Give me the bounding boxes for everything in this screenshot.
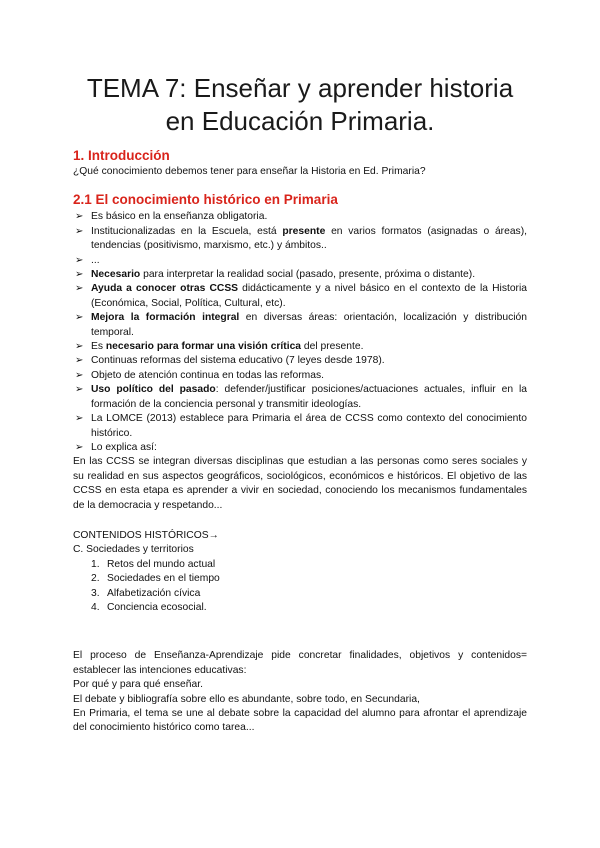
- contents-item-number: 2.: [91, 573, 100, 585]
- document-page: [73, 72, 527, 736]
- bullet-bold-text: necesario para formar una visión crítica: [105, 341, 302, 353]
- bullet-text: La LOMCE (2013) establece para Primaria el área de CCSS como contexto del conocimiento histórico.: [91, 413, 527, 439]
- bullet-text: Lo explica así:: [91, 441, 157, 453]
- contents-item: [87, 572, 527, 586]
- bullet-text: ...: [91, 254, 100, 266]
- bullet-text: en diversas áreas: orientación, localización y distribución temporal.: [91, 312, 528, 338]
- contents-item-number: 1.: [91, 558, 100, 570]
- bullet-text: Institucionalizadas en la Escuela, está: [91, 225, 283, 237]
- contents-item-number: 4.: [91, 601, 100, 613]
- bullet-item: [73, 340, 527, 354]
- arrow-bullet-icon: ➢: [75, 413, 84, 425]
- arrow-bullet-icon: ➢: [75, 369, 84, 381]
- arrow-bullet-icon: ➢: [75, 211, 84, 223]
- section-1-question: ¿Qué conocimiento debemos tener para enseñar la Historia en Ed. Primaria?: [73, 166, 426, 177]
- contents-item: [87, 601, 527, 615]
- bullet-item: [73, 441, 527, 455]
- bullet-item: [73, 311, 527, 340]
- bullet-text: Es básico en la enseñanza obligatoria.: [91, 211, 268, 223]
- bullet-bold-text: Mejora la formación integral: [91, 312, 240, 324]
- arrow-bullet-icon: ➢: [75, 441, 84, 453]
- section-2-heading: 2.1 El conocimiento histórico en Primaria: [73, 192, 338, 208]
- bullet-bold-text: Necesario: [91, 269, 141, 281]
- contents-item-text: Retos del mundo actual: [107, 558, 216, 570]
- arrow-bullet-icon: ➢: [75, 384, 84, 396]
- arrow-bullet-icon: ➢: [75, 355, 84, 367]
- contents-subheading: C. Sociedades y territorios: [73, 544, 194, 556]
- bullet-item: [73, 282, 527, 311]
- contents-item: [87, 587, 527, 601]
- bullet-item: [73, 225, 527, 254]
- bullet-bold-text: presente: [282, 225, 326, 237]
- section-2-paragraph: En las CCSS se integran diversas disciplinas que estudian a las personas como seres sociales y su realidad en sus aspectos geográficos, sociológicos, económicos e históricos. El objetivo de las CCSS en esta etapa es aprender a vivir en sociedad, conociendo los mecanismos fundamentales de la democracia y respetando...: [73, 456, 527, 511]
- bullet-text: del presente.: [301, 341, 364, 353]
- bullet-item: [73, 369, 527, 383]
- bullet-item: [73, 268, 527, 282]
- arrow-bullet-icon: ➢: [75, 225, 84, 237]
- contents-item-text: Conciencia ecosocial.: [107, 601, 207, 613]
- contents-heading: CONTENIDOS HISTÓRICOS→: [73, 529, 219, 541]
- arrow-bullet-icon: ➢: [75, 312, 84, 324]
- bullet-text: Continuas reformas del sistema educativo (7 leyes desde 1978).: [91, 355, 385, 367]
- bullet-item: [73, 383, 527, 412]
- bullet-text: Es: [91, 341, 106, 353]
- bullet-bold-text: Uso político del pasado: [91, 384, 216, 396]
- title-line-2: en Educación Primaria.: [165, 106, 435, 136]
- bullet-text: para interpretar la realidad social (pasado, presente, próxima o distante).: [140, 269, 476, 281]
- closing-paragraph-1: El proceso de Enseñanza-Aprendizaje pide concretar finalidades, objetivos y contenidos= establecer las intenciones educativas:: [73, 650, 527, 676]
- bullet-text: en varios formatos (asignadas o áreas), tendencias (positivismo, marxismo, etc.) y ámbitos..: [91, 225, 527, 252]
- arrow-bullet-icon: ➢: [75, 341, 84, 353]
- bullet-text: didácticamente y a nivel básico en el contexto de la Historia (Económica, Social, Política, Cultural, etc).: [91, 283, 527, 309]
- closing-paragraph-4: En Primaria, el tema se une al debate sobre la capacidad del alumno para afrontar el aprendizaje del conocimiento histórico como tarea...: [73, 708, 527, 734]
- document-title: [73, 72, 527, 138]
- title-line-1: TEMA 7: Enseñar y aprender historia: [86, 73, 514, 103]
- arrow-bullet-icon: ➢: [75, 269, 84, 281]
- closing-paragraph-2: Por qué y para qué enseñar.: [73, 679, 203, 691]
- section-1-heading: 1. Introducción: [73, 148, 170, 163]
- bullet-bold-text: Ayuda a conocer otras CCSS: [91, 283, 239, 295]
- contents-item: [87, 558, 527, 572]
- bullet-item: [73, 354, 527, 368]
- arrow-bullet-icon: ➢: [75, 283, 84, 295]
- contents-item-number: 3.: [91, 587, 100, 599]
- bullet-item: [73, 210, 527, 224]
- bullet-text: : defender/justificar posiciones/actuaciones actuales, influir en la formación de la conciencia personal y transmitir ideologías.: [91, 384, 527, 410]
- bullet-text: Objeto de atención continua en todas las reformas.: [91, 369, 324, 381]
- bullet-item: [73, 412, 527, 441]
- contents-item-text: Alfabetización cívica: [107, 587, 201, 599]
- closing-paragraph-3: El debate y bibliografía sobre ello es abundante, sobre todo, en Secundaria,: [73, 693, 420, 705]
- contents-item-text: Sociedades en el tiempo: [107, 573, 220, 585]
- bullet-list: [73, 210, 527, 455]
- bullet-item: [73, 254, 527, 268]
- arrow-bullet-icon: ➢: [75, 254, 84, 266]
- contents-list: [73, 558, 527, 616]
